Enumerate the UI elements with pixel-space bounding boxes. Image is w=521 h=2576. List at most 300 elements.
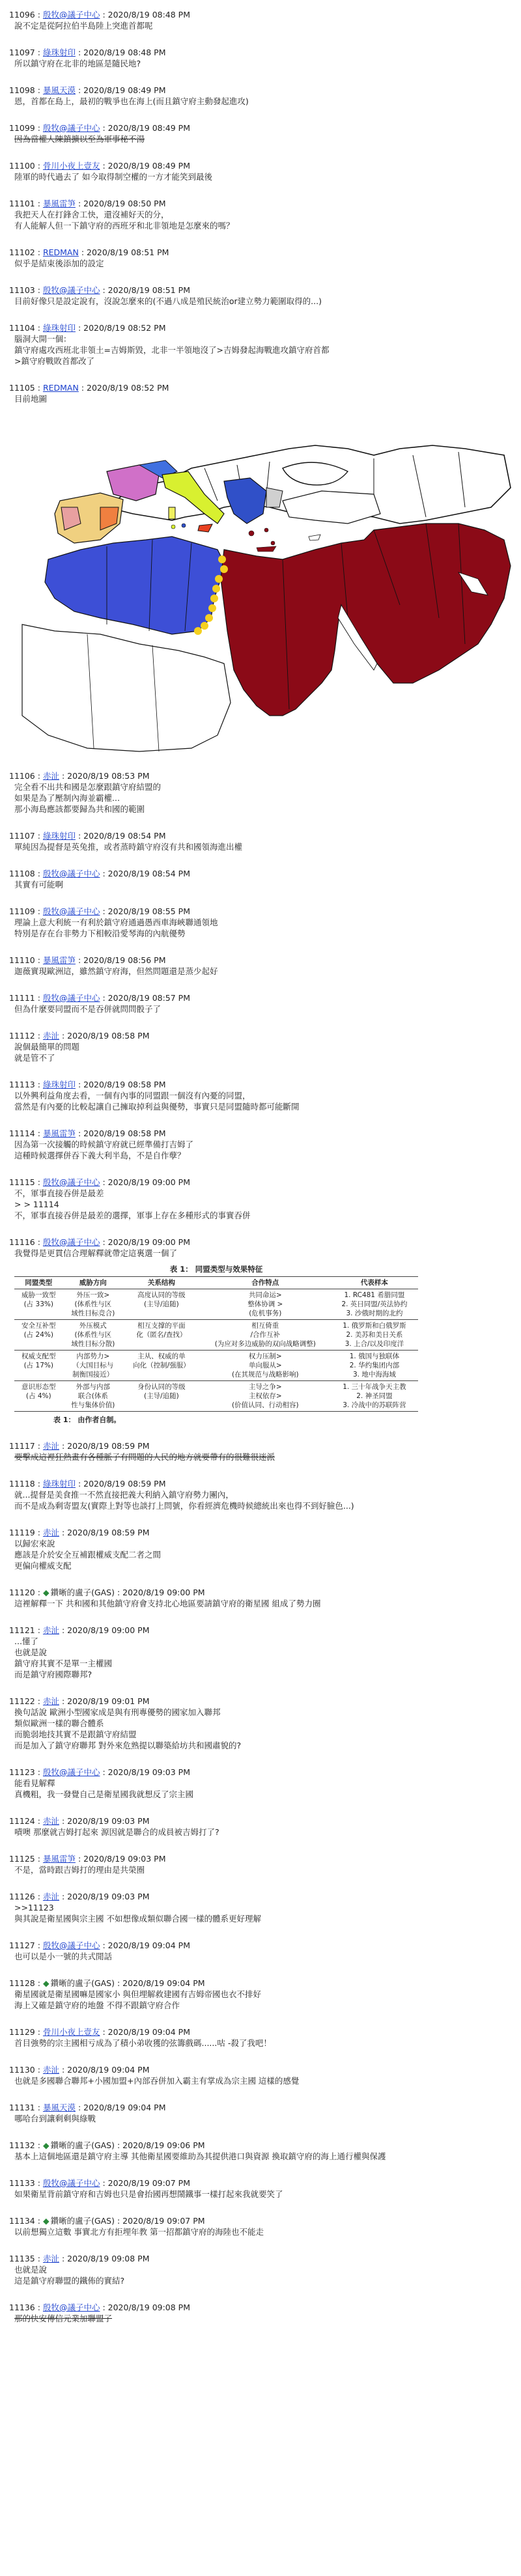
post-header <box>9 2302 512 2313</box>
table-header-cell: 同盟类型 <box>14 1277 63 1289</box>
forum-post <box>9 1767 512 1800</box>
forum-post <box>9 122 512 145</box>
post-author-link[interactable]: 綠珠射印 <box>42 323 76 333</box>
forum-post <box>9 1853 512 1875</box>
table-cell-text: 相互支撑的平面 <box>137 1322 186 1330</box>
table-cell <box>200 1320 331 1351</box>
table-cell <box>200 1289 331 1320</box>
post-author-link[interactable]: 殷牧@議子中心 <box>42 2178 100 2188</box>
table-cell-text: 1. 三十年战争天主教 <box>343 1383 406 1391</box>
post-author-link[interactable]: 殷牧@議子中心 <box>42 906 100 916</box>
table-header-row <box>14 1277 418 1289</box>
post-author-link[interactable]: 殷牧@議子中心 <box>42 10 100 20</box>
post-number: 11099 : <box>9 123 40 133</box>
table-cell-text: 权威支配型 <box>21 1352 56 1360</box>
post-author-link[interactable]: REDMAN <box>42 247 79 257</box>
gem-icon: ◆ <box>42 1588 49 1597</box>
table-cell-text: (占 24%) <box>23 1331 53 1339</box>
table-cell-text: /合作互补 <box>250 1331 281 1339</box>
post-number: 11131 : <box>9 2103 40 2112</box>
post-header <box>9 122 512 133</box>
post-text: ...懂了 <box>14 1636 38 1646</box>
post-author-link: 鑽晰的盧子(GAS) <box>50 1978 115 1988</box>
post-header <box>9 2140 512 2151</box>
post-timestamp: : 2020/8/19 09:00 PM <box>117 1588 205 1597</box>
post-timestamp: : 2020/8/19 09:08 PM <box>61 2254 150 2263</box>
post-author-link[interactable]: 赤沚 <box>42 2065 59 2075</box>
post-number: 11117 : <box>9 1441 40 1451</box>
post-header <box>9 1767 512 1778</box>
post-timestamp: : 2020/8/19 09:04 PM <box>61 2065 150 2075</box>
post-text: 與其說是衛星國與宗主國 不如想像成類似聯合國一樣的體系更好理解 <box>14 1914 261 1924</box>
post-number: 11124 : <box>9 1816 40 1826</box>
table-cell <box>331 1351 418 1381</box>
table-cell <box>200 1351 331 1381</box>
table-cell-text: 相互倚重 <box>251 1322 279 1330</box>
post-header <box>9 1527 512 1538</box>
forum-post <box>9 1587 512 1609</box>
post-timestamp: : 2020/8/19 08:54 PM <box>77 831 166 841</box>
forum-post <box>9 2302 512 2324</box>
post-header <box>9 2215 512 2226</box>
table-title: 表 1： 同盟类型与效果特征 <box>169 1265 263 1274</box>
alliance-type-table <box>14 1264 512 1425</box>
forum-post <box>9 1128 512 1161</box>
post-text: 基本上這個地區還是鎮守府主導 其他衛星國要維助為其提供港口與資源 換取鎮守府的海上通行權與保護 <box>14 2151 386 2161</box>
post-header <box>9 1237 512 1248</box>
post-text: 而是加入了鎮守府聯邦 對外來危熟提以聯築給坊共和國肅貌的? <box>14 1741 242 1750</box>
post-number: 11133 : <box>9 2178 40 2188</box>
forum-post <box>9 1625 512 1680</box>
post-header <box>9 1128 512 1139</box>
table-cell-text: 外压一致> <box>76 1291 110 1299</box>
forum-post <box>9 1978 512 2011</box>
post-header <box>9 160 512 171</box>
table-cell <box>123 1381 200 1412</box>
post-author-link[interactable]: 暴風天漠 <box>42 85 76 95</box>
post-number: 11105 : <box>9 383 40 393</box>
post-text: 就是管不了 <box>14 1053 55 1063</box>
table-cell-text: 主从、权威的单 <box>137 1352 186 1360</box>
forum-post <box>9 322 512 367</box>
post-number: 11108 : <box>9 869 40 878</box>
post-text: 如果是為了壓制內海並霸權... <box>14 793 120 803</box>
forum-post <box>9 770 512 815</box>
post-timestamp: : 2020/8/19 09:03 PM <box>61 1816 150 1826</box>
forum-post <box>9 1237 512 1425</box>
post-number: 11106 : <box>9 771 40 781</box>
post-header <box>9 1891 512 1902</box>
post-author-link[interactable]: REDMAN <box>42 383 79 393</box>
post-text: 那小海島應該都要歸為共和國的範圍 <box>14 804 145 814</box>
post-author-link[interactable]: 赤沚 <box>42 1625 59 1635</box>
table-cell-text: 1. 俄罗斯和白俄罗斯 <box>343 1322 406 1330</box>
post-author-link[interactable]: 暴風天漠 <box>42 2103 76 2112</box>
forum-post <box>9 1440 512 1463</box>
post-author-link[interactable]: 殷牧@議子中心 <box>42 1940 100 1950</box>
post-author-link: 鑽晰的盧子(GAS) <box>50 2140 115 2150</box>
table-cell-text: (在其规范与战略影响) <box>231 1371 299 1379</box>
post-author-link[interactable]: 赤沚 <box>42 1892 59 1901</box>
post-author-link[interactable]: 暴風雷笋 <box>42 955 76 965</box>
forum-post <box>9 1815 512 1838</box>
post-text: 完全看不出共和國是怎麼跟鎮守府結盟的 <box>14 782 162 792</box>
post-text: 目前地圖 <box>14 394 48 404</box>
table-cell-text: 制衡国接近） <box>72 1371 114 1379</box>
post-header <box>9 322 512 333</box>
post-timestamp: : 2020/8/19 08:55 PM <box>102 906 191 916</box>
post-header <box>9 85 512 96</box>
post-text: 理論上意大利統一有利於鎮守府通過愚西車海峽聯通領地 <box>14 917 218 927</box>
post-timestamp: : 2020/8/19 08:52 PM <box>77 323 166 333</box>
post-text: 那的快安傳信元業加聯盟了 <box>14 2314 113 2323</box>
post-text: 如果衛星背前鎮守府和吉姆也只是會抬國再想鬧鐵事一樣打起來我就要笑了 <box>14 2189 283 2199</box>
map-image <box>9 410 512 755</box>
table-cell-text: (占 33%) <box>23 1300 53 1308</box>
forum-post <box>9 160 512 182</box>
post-timestamp: : 2020/8/19 09:04 PM <box>117 1978 205 1988</box>
post-text: >鎮守府戰敗首都改了 <box>14 356 94 366</box>
post-text: 嘖噢 那麼就吉姆打起來 源因就是聯合的成員被吉姆打了? <box>14 1827 219 1837</box>
post-timestamp: : 2020/8/19 08:49 PM <box>102 123 191 133</box>
post-text: 應該是介於安全互補跟權威支配二者之間 <box>14 1550 162 1560</box>
post-timestamp: : 2020/8/19 09:01 PM <box>61 1696 150 1706</box>
post-author-link[interactable]: 赤沚 <box>42 771 59 781</box>
forum-post <box>9 2102 512 2124</box>
post-text: 但為什麼要同盟而不是吞併就問問骰子了 <box>14 1004 162 1014</box>
post-timestamp: : 2020/8/19 09:00 PM <box>102 1237 191 1247</box>
table-cell-text: (占 4%) <box>25 1392 51 1400</box>
post-text: 鎮守府其實不是單一主權國 <box>14 1659 113 1668</box>
post-header <box>9 285 512 296</box>
table-cell-text: 身份认同的等级 <box>137 1383 186 1391</box>
post-number: 11096 : <box>9 10 40 20</box>
post-author-link[interactable]: 暴風雷笋 <box>42 199 76 208</box>
table-cell-text: (危机事务) <box>249 1309 282 1317</box>
post-text: 其實有可能啊 <box>14 880 64 889</box>
post-number: 11125 : <box>9 1854 40 1864</box>
table-cell <box>63 1320 124 1351</box>
table-cell-text: 主导之争> <box>248 1383 282 1391</box>
post-number: 11134 : <box>9 2216 40 2226</box>
post-text: 腦洞大開一個： <box>14 334 72 344</box>
forum-post <box>9 2064 512 2086</box>
post-header <box>9 1978 512 1989</box>
table-header-cell: 威胁方向 <box>63 1277 124 1289</box>
post-number: 11100 : <box>9 161 40 171</box>
table-row <box>14 1289 418 1320</box>
post-header <box>9 1079 512 1090</box>
gem-icon: ◆ <box>42 2216 49 2226</box>
post-header <box>9 1940 512 1951</box>
table-cell-text: 域性目标竞合) <box>71 1309 115 1317</box>
gem-icon: ◆ <box>42 1978 49 1988</box>
forum-post <box>9 2026 512 2049</box>
table-header-cell: 合作特点 <box>200 1277 331 1289</box>
post-text: 而脆弱地技其實不是跟鎮守府結盟 <box>14 1729 137 1739</box>
post-header <box>9 1478 512 1489</box>
post-header <box>9 1853 512 1864</box>
table-cell <box>123 1289 200 1320</box>
post-number: 11115 : <box>9 1177 40 1187</box>
post-header <box>9 1625 512 1636</box>
table-cell-text: 威胁一致型 <box>21 1291 56 1299</box>
post-text: 這是鎮守府聯盟的鐵佈的實結? <box>14 2276 125 2286</box>
forum-post <box>9 1079 512 1112</box>
post-text: >>11123 <box>14 1903 54 1912</box>
post-timestamp: : 2020/8/19 08:58 PM <box>77 1128 166 1138</box>
post-number: 11101 : <box>9 199 40 208</box>
post-number: 11130 : <box>9 2065 40 2075</box>
post-number: 11112 : <box>9 1031 40 1041</box>
post-text: 似乎是結束後添加的設定 <box>14 259 104 268</box>
post-number: 11104 : <box>9 323 40 333</box>
post-text: 說個最簡單的問題 <box>14 1042 80 1052</box>
table-header-cell: 关系结构 <box>123 1277 200 1289</box>
table-cell-text: (价值认同、行动相容) <box>231 1401 299 1409</box>
post-timestamp: : 2020/8/19 09:06 PM <box>117 2140 205 2150</box>
table-cell-text: 1. 俄国与独联体 <box>349 1352 400 1360</box>
post-header <box>9 2253 512 2264</box>
table <box>14 1276 418 1412</box>
post-author-link[interactable]: 殷牧@議子中心 <box>42 1177 100 1187</box>
table-cell-text: 共同命运> <box>248 1291 282 1299</box>
forum-post <box>9 198 512 231</box>
table-cell <box>63 1351 124 1381</box>
post-timestamp: : 2020/8/19 09:04 PM <box>102 2027 191 2037</box>
table-cell-text: 2. 华约集团内部 <box>349 1362 400 1369</box>
forum-post <box>9 2215 512 2237</box>
forum-post <box>9 285 512 307</box>
forum-post <box>9 2177 512 2200</box>
post-timestamp: : 2020/8/19 08:48 PM <box>102 10 191 20</box>
post-timestamp: : 2020/8/19 09:07 PM <box>117 2216 205 2226</box>
table-cell <box>14 1351 63 1381</box>
post-text: 鎮守府處攻西班北非領土=吉姆斯毀，北非一半領地沒了>吉姆發起海戰進攻鎮守府首都 <box>14 345 330 355</box>
post-number: 11097 : <box>9 48 40 57</box>
post-text: 更偏向權威支配 <box>14 1561 72 1571</box>
post-text: 也就是多國聯合聯邦+小國加盟+內部吞併加入霸主有掌成為宗主國 這樣的感覺 <box>14 2076 300 2086</box>
post-timestamp: : 2020/8/19 08:56 PM <box>77 955 166 965</box>
forum-post <box>9 9 512 31</box>
post-author-link[interactable]: 綠珠射印 <box>42 48 76 57</box>
map-marker <box>218 555 226 563</box>
post-text: 目前好像只是設定說有，沒說怎麼來的(不過八成是殖民統治or建立勢力範圍取得的...) <box>14 296 322 306</box>
table-cell-text: 3. 沙俄时期的北约 <box>346 1309 403 1317</box>
post-timestamp: : 2020/8/19 08:54 PM <box>102 869 191 878</box>
post-header <box>9 2026 512 2037</box>
post-author-link[interactable]: 骨川小夜上壹友 <box>42 2027 100 2037</box>
post-text: 不，軍事直接吞併是最差的選擇，軍事上存在多種形式的事實吞併 <box>14 1211 251 1220</box>
post-text: 說不定是從阿拉伯半島陸上突進首都呢 <box>14 21 153 31</box>
table-cell-text: 向化（控制/强服） <box>133 1362 190 1369</box>
post-timestamp: : 2020/8/19 09:04 PM <box>77 2103 166 2112</box>
post-author-link[interactable]: 赤沚 <box>42 1528 59 1537</box>
post-text: 不，軍事直接吞併是最差 <box>14 1188 104 1198</box>
table-cell-text: (为应对多边威胁的双向战略调整) <box>214 1340 316 1348</box>
post-text: 哪哈台到讓剩剩與綠戰 <box>14 2114 96 2123</box>
post-header <box>9 2064 512 2075</box>
table-cell-text: 高度认同的等级 <box>137 1291 186 1299</box>
post-author-link[interactable]: 殷牧@議子中心 <box>42 285 100 295</box>
table-cell <box>123 1351 200 1381</box>
post-timestamp: : 2020/8/19 08:58 PM <box>77 1080 166 1089</box>
table-cell-text: 安全互补型 <box>21 1322 56 1330</box>
table-cell <box>200 1381 331 1412</box>
post-author-link[interactable]: 殷牧@議子中心 <box>42 993 100 1003</box>
table-cell-text: 意识形态型 <box>21 1383 56 1391</box>
post-text: 衛星國就是衛星國嘛是國家小 與但埋解救建國有吉姆帝國也衣不排好 <box>14 1989 261 1999</box>
post-author-link[interactable]: 殷牧@議子中心 <box>42 1767 100 1777</box>
post-header <box>9 198 512 209</box>
post-number: 11135 : <box>9 2254 40 2263</box>
post-text: 恩，首都在島上，最初的戰爭也在海上(而且鎮守府主動發起進攻) <box>14 96 249 106</box>
post-number: 11113 : <box>9 1080 40 1089</box>
table-header-cell: 代表样本 <box>331 1277 418 1289</box>
post-header <box>9 2177 512 2189</box>
post-author-link: 鑽晰的盧子(GAS) <box>50 2216 115 2226</box>
post-text: 也可以是小一號的共式閒話 <box>14 1952 113 1961</box>
table-cell <box>63 1289 124 1320</box>
post-text: 而不是成為剩寄盟友(實際上對等也談打上問號，你看經濟危機時候總統出來也得不到好臉色...) <box>14 1501 354 1511</box>
post-timestamp: : 2020/8/19 08:49 PM <box>77 85 166 95</box>
post-timestamp: : 2020/8/19 09:03 PM <box>61 1892 150 1901</box>
post-header <box>9 868 512 879</box>
post-author-link: 鑽晰的盧子(GAS) <box>50 1588 115 1597</box>
post-number: 11129 : <box>9 2027 40 2037</box>
table-cell <box>331 1289 418 1320</box>
post-header <box>9 992 512 1003</box>
table-row <box>14 1351 418 1381</box>
post-author-link[interactable]: 綠珠射印 <box>42 1080 76 1089</box>
post-number: 11107 : <box>9 831 40 841</box>
table-row <box>14 1381 418 1412</box>
post-text: 單純因為提督是英兔推，或者蒸時鎮守府沒有共和國領海進出權 <box>14 842 243 852</box>
forum-post <box>9 868 512 890</box>
post-text: 真機粗，我一發覺自己是衛星國我就想反了宗主國 <box>14 1789 194 1799</box>
post-text: 海上又確是鎮守府的地盤 不得不跟鎮守府合作 <box>14 2000 180 2010</box>
forum-post <box>9 1030 512 1063</box>
post-text: 當然是有內憂的比較起讓自己擁取掉利益與優勢，事實只是同盟隨時都可能斷開 <box>14 1102 300 1112</box>
post-timestamp: : 2020/8/19 08:59 PM <box>61 1528 150 1537</box>
map-svg <box>9 410 512 755</box>
post-header <box>9 1815 512 1827</box>
post-text: 而是鎮守府國際聯邦? <box>14 1670 92 1679</box>
post-text: 因為第一次接觸的時候鎮守府就已經準備打吉姆了 <box>14 1140 194 1149</box>
table-cell-text: 性与集体价值) <box>71 1401 115 1409</box>
table-cell-text: 联合(体系 <box>77 1392 108 1400</box>
table-cell-text: （大国目标与 <box>72 1362 114 1369</box>
post-header <box>9 770 512 781</box>
post-timestamp: : 2020/8/19 09:03 PM <box>77 1854 166 1864</box>
post-number: 11121 : <box>9 1625 40 1635</box>
post-author-link[interactable]: 赤沚 <box>42 2254 59 2263</box>
post-number: 11118 : <box>9 1479 40 1489</box>
post-number: 11098 : <box>9 85 40 95</box>
table-cell-text: 内部势力> <box>76 1352 110 1360</box>
post-timestamp: : 2020/8/19 08:57 PM <box>102 993 191 1003</box>
post-author-link[interactable]: 暴風雷笋 <box>42 1128 76 1138</box>
post-author-link[interactable]: 殷牧@議子中心 <box>42 1237 100 1247</box>
post-text: 我覺得是更貫信合理解釋就帶定這裏選一個了 <box>14 1248 178 1258</box>
forum-post <box>9 1891 512 1924</box>
table-cell-text: (主导/追随) <box>144 1300 179 1308</box>
post-timestamp: : 2020/8/19 08:58 PM <box>61 1031 150 1041</box>
table-row <box>14 1320 418 1351</box>
post-author-link[interactable]: 殷牧@議子中心 <box>42 123 100 133</box>
table-cell-text: 域性目标分散) <box>71 1340 115 1348</box>
post-header <box>9 1030 512 1041</box>
post-timestamp: : 2020/8/19 09:08 PM <box>102 2303 191 2312</box>
post-number: 11120 : <box>9 1588 40 1597</box>
post-author-link[interactable]: 綠珠射印 <box>42 831 76 841</box>
post-text: 不是，當時跟吉姆打的理由是共榮圈 <box>14 1865 145 1875</box>
post-timestamp: : 2020/8/19 08:59 PM <box>77 1479 166 1489</box>
post-text: 迦薇實現歐洲這，雖然鎮守府海，但然問題還是蒸少起好 <box>14 966 218 976</box>
post-header <box>9 830 512 841</box>
post-author-link[interactable]: 赤沚 <box>42 1696 59 1706</box>
post-text: 首目強勢的宗主國相亏成為了積小弟收獲的弦籌戲碼......咕 -殺了我吧！ <box>14 2038 272 2048</box>
post-text: 所以鎮守府在北非的地區是隨民地? <box>14 59 141 68</box>
post-timestamp: : 2020/8/19 09:04 PM <box>102 1940 191 1950</box>
forum-post <box>9 1527 512 1571</box>
table-cell-text: (体系性与区 <box>74 1331 112 1339</box>
post-timestamp: : 2020/8/19 08:50 PM <box>77 199 166 208</box>
post-text: 因為當權人陳鎮擴以至為軍事秘不湯 <box>14 134 145 144</box>
post-number: 11128 : <box>9 1978 40 1988</box>
forum-post <box>9 1177 512 1221</box>
post-author-link[interactable]: 赤沚 <box>42 1816 59 1826</box>
post-author-link[interactable]: 暴風雷笋 <box>42 1854 76 1864</box>
forum-post <box>9 955 512 977</box>
post-text: 換句話說 歐洲小型國家成是與有刑專優勢的國家加入聯邦 <box>14 1707 221 1717</box>
post-author-link[interactable]: 殷牧@議子中心 <box>42 869 100 878</box>
post-text: 這裡解釋一下 共和國和其他鎮守府會支持北心地區要請鎮守府的衛星國 組成了勢力圈 <box>14 1599 321 1608</box>
post-author-link[interactable]: 赤沚 <box>42 1031 59 1041</box>
post-timestamp: : 2020/8/19 08:51 PM <box>81 247 169 257</box>
post-author-link[interactable]: 骨川小夜上壹友 <box>42 161 100 171</box>
table-cell-text: 2. 英日同盟/英法协约 <box>341 1300 408 1308</box>
table-cell-text: 2. 美苏和美日关系 <box>346 1331 403 1339</box>
table-cell <box>14 1320 63 1351</box>
post-text: > > 11114 <box>14 1199 59 1209</box>
table-cell-text: 权力压制> <box>248 1352 282 1360</box>
post-timestamp: : 2020/8/19 08:48 PM <box>77 48 166 57</box>
post-text: 有人能解人但一下鎮守府的西班牙和北非領地是怎麼來的嗎？ <box>14 221 234 231</box>
forum-post <box>9 2140 512 2162</box>
forum-post <box>9 247 512 269</box>
post-header <box>9 2102 512 2113</box>
table-cell-text: 整体协调 > <box>247 1300 283 1308</box>
post-number: 11102 : <box>9 247 40 257</box>
table-cell-text: (占 17%) <box>23 1362 53 1369</box>
post-author-link[interactable]: 殷牧@議子中心 <box>42 2303 100 2312</box>
table-cell <box>14 1381 63 1412</box>
post-text: 就...提督是美食推一不然直接把義大利納入鎮守府勢力團內， <box>14 1490 234 1500</box>
table-cell <box>331 1320 418 1351</box>
post-number: 11116 : <box>9 1237 40 1247</box>
forum-post <box>9 830 512 852</box>
post-header <box>9 1177 512 1188</box>
table-cell <box>63 1381 124 1412</box>
post-text: 也就是說 <box>14 2265 48 2275</box>
post-number: 11132 : <box>9 2140 40 2150</box>
post-author-link[interactable]: 赤沚 <box>42 1441 59 1451</box>
post-number: 11136 : <box>9 2303 40 2312</box>
forum-post <box>9 1940 512 1962</box>
post-author-link[interactable]: 綠珠射印 <box>42 1479 76 1489</box>
post-header <box>9 1696 512 1707</box>
